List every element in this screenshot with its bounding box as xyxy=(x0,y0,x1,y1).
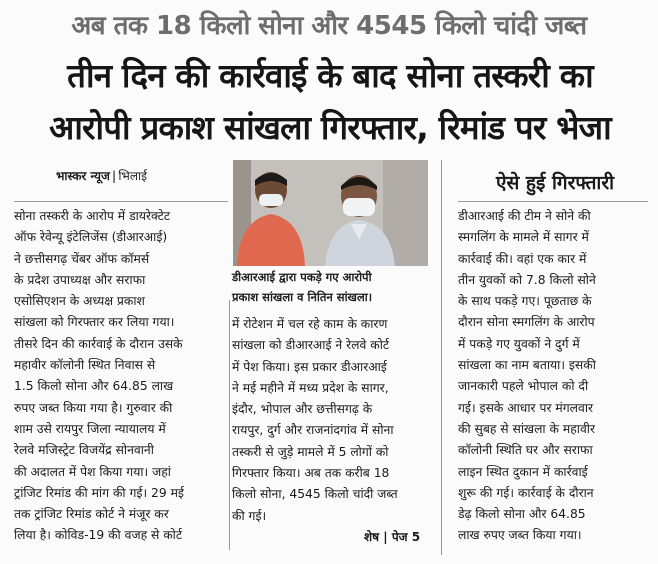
text-line: डीआरआई की टीम ने सोने की xyxy=(458,209,591,223)
byline xyxy=(56,166,147,186)
text-line: की गई। xyxy=(232,508,267,523)
text-line: जानकारी पहले भोपाल को दी xyxy=(458,379,589,394)
headline-line-2: आरोपी प्रकाश सांखला गिरफ्तार, रिमांड पर भेजा xyxy=(49,108,611,147)
text-line: में पकड़े गए युवकों ने दुर्ग में xyxy=(458,336,580,351)
text-line: स्मगलिंग के मामले में सागर में xyxy=(458,230,589,245)
text-line: लाख रुपए जब्त किया गया। xyxy=(458,528,582,543)
photo-caption xyxy=(232,267,430,307)
text-line: ने छत्तीसगढ़ चेंबर ऑफ कॉमर्स xyxy=(14,251,150,266)
main-headline xyxy=(10,50,650,154)
column-divider-1 xyxy=(229,300,230,550)
text-line: सांखला का नाम बताया। इसकी xyxy=(458,358,596,373)
caption-line: डीआरआई द्वारा पकड़े गए आरोपी xyxy=(232,270,372,284)
text-line: सांखला को डीआरआई ने रेलवे कोर्ट xyxy=(232,338,390,353)
text-line: रुपए जब्त किया गया है। गुरुवार की xyxy=(14,400,173,415)
sidebar-column xyxy=(458,206,648,547)
text-line: कॉलोनी स्थिति घर और सराफा xyxy=(458,443,593,458)
byline-place: भिलाई xyxy=(118,169,147,183)
column-divider-2 xyxy=(441,160,442,555)
text-line: के प्रदेश उपाध्यक्ष और सराफा xyxy=(14,272,146,287)
text-line: किलो सोना, 4545 किलो चांदी जब्त xyxy=(232,487,398,502)
text-line: सांखला को गिरफ्तार कर लिया गया। xyxy=(14,315,175,330)
column-top-rule xyxy=(14,201,228,202)
article-column-2 xyxy=(232,314,432,527)
byline-separator: | xyxy=(111,169,117,183)
byline-source: भास्कर न्यूज xyxy=(56,169,110,183)
article-column-1 xyxy=(14,206,226,547)
text-line: ऑफ रेवेन्यू इंटेलिजेंस (डीआरआई) xyxy=(14,230,168,245)
text-line: ने मई महीने में मध्य प्रदेश के सागर, xyxy=(232,380,389,395)
text-line: गई। इसके आधार पर मंगलवार xyxy=(458,400,594,415)
text-line: लिया है। कोविड-19 की वजह से कोर्ट xyxy=(14,528,183,543)
text-line: रायपुर, दुर्ग और राजनांदगांव में सोना xyxy=(232,423,394,438)
text-line: शाम उसे रायपुर जिला न्यायालय में xyxy=(14,421,166,436)
text-line: 1.5 किलो सोना और 64.85 लाख xyxy=(14,379,174,394)
text-line: की अदालत में पेश किया गया। जहां xyxy=(14,464,171,479)
sidebar-heading: ऐसे हुई गिरफ्तारी xyxy=(495,172,615,194)
text-line: इंदौर, भोपाल और छत्तीसगढ़ के xyxy=(232,402,373,417)
kicker-headline: अब तक 18 किलो सोना और 4545 किलो चांदी जब्त xyxy=(71,11,587,41)
text-line: डेढ़ किलो सोना और 64.85 xyxy=(458,507,586,522)
photo-illustration xyxy=(233,160,428,266)
text-line: गिरफ्तार किया। अब तक करीब 18 xyxy=(232,466,390,481)
headline-line-1: तीन दिन की कार्रवाई के बाद सोना तस्करी का xyxy=(67,56,593,95)
text-line: महावीर कॉलोनी स्थित निवास से xyxy=(14,358,156,373)
text-line: शुरू की गई। कार्रवाई के दौरान xyxy=(458,485,594,500)
text-line: तस्करी से जुड़े मामले में 5 लोगों को xyxy=(232,444,389,459)
continued-marker: शेष | पेज 5 xyxy=(364,530,421,544)
text-line: तक ट्रांजिट रिमांड कोर्ट ने मंजूर कर xyxy=(14,507,169,522)
text-line: रेलवे मजिस्ट्रेट विजयेंद्र सोनवानी xyxy=(14,443,154,458)
sidebar-top-rule xyxy=(458,201,648,202)
text-line: में पेश किया। इस प्रकार डीआरआई xyxy=(232,359,387,374)
text-line: लाइन स्थित दुकान में कार्रवाई xyxy=(458,464,588,479)
text-line: सोना तस्करी के आरोप में डायरेक्टेट xyxy=(14,209,171,223)
text-line: तीन युवकों को 7.8 किलो सोने xyxy=(458,272,596,287)
text-line: की सुबह से सांखला के महावीर xyxy=(458,421,595,436)
news-photo xyxy=(233,160,428,266)
caption-line: प्रकाश सांखला व नितिन सांखला। xyxy=(232,290,373,304)
text-line: के साथ पकड़े गए। पूछताछ के xyxy=(458,294,592,309)
text-line: ट्रांजिट रिमांड की मांग की गई। 29 मई xyxy=(14,485,184,500)
text-line: एसोसिएशन के अध्यक्ष प्रकाश xyxy=(14,294,145,309)
text-line: तीसरे दिन की कार्रवाई के दौरान उसके xyxy=(14,336,183,351)
text-line: में रोटेशन में चल रहे काम के कारण xyxy=(232,317,388,331)
text-line: दौरान सोना स्मगलिंग के आरोप xyxy=(458,315,595,330)
text-line: कार्रवाई की। वहां एक कार में xyxy=(458,251,587,266)
